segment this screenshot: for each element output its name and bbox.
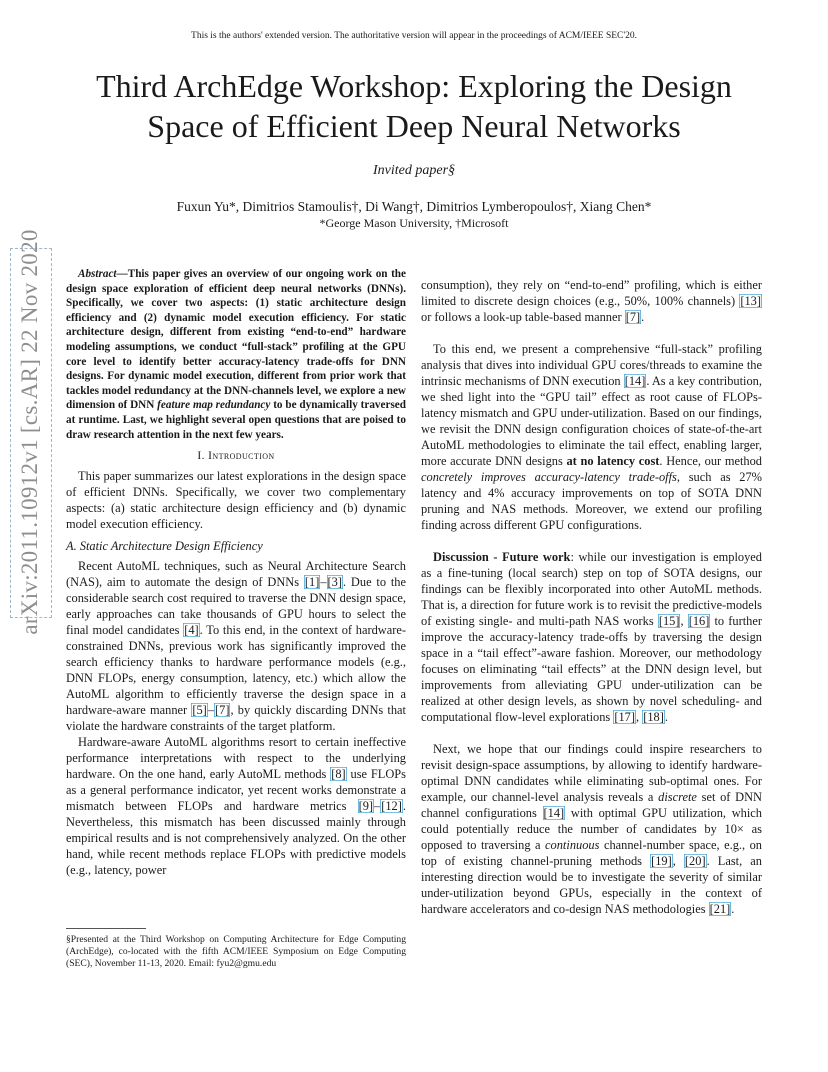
citation-link[interactable]: [8] [331,767,346,782]
citation-link[interactable]: [3] [327,575,342,590]
citation-link[interactable]: [5] [192,703,207,718]
citation-link[interactable]: [9] [358,799,374,814]
citation-link[interactable]: [21] [709,902,731,916]
affiliations: *George Mason University, †Microsoft [319,216,509,230]
invited-paper-label: Invited paper§ [372,163,456,178]
citation-link[interactable]: [18] [643,710,664,724]
citation-link[interactable]: [13] [740,294,761,308]
section-heading-introduction: I. Introduction [197,450,275,463]
citation-link[interactable]: [14] [543,806,565,820]
discussion-label: Discussion - Future work [433,550,571,564]
paragraph-full-stack: To this end, we present a comprehensive “full-stack” profiling analysis that dives into individual GPU cores/threads to examine the intrinsic mechanisms of DNN execution [14]. As a key contribution, we shed light into the “GPU tail” effect as root cause of FLOPs-latency mismatch and GPU under-utilization. Based on our findings, we revisit the DNN design configuration choices of state-of-the-art AutoML methodologies to eliminate the tail effect, enabling larger, more accurate DNN designs at no latency cost. Hence, our method concretely improves accuracy-latency trade-offs, such as 27% latency and 4% accuracy improvements on top of SOTA DNN pruning and NAS methods. Moreover, we extend our profiling finding across different GPU configurations. [421,342,762,532]
citation-link[interactable]: [12] [381,799,402,814]
subsection-heading-static: A. Static Architecture Design Efficiency [66,539,263,554]
author-list: Fuxun Yu*, Dimitrios Stamoulis†, Di Wang†, Dimitrios Lymberopoulos†, Xiang Chen* [176,199,652,214]
citation-link[interactable]: [1] [304,575,320,590]
footnote-rule [66,928,146,929]
citation-link[interactable]: [15] [658,614,680,628]
citation-link[interactable]: [7] [625,310,641,324]
title-line-1: Third ArchEdge Workshop: Exploring the Design [96,68,732,104]
paper-title [60,66,768,146]
right-column [421,277,762,917]
citation-link[interactable]: [20] [684,854,706,868]
citation-link[interactable]: [16] [688,614,710,628]
citation-link[interactable]: [17] [614,710,636,724]
citation-link[interactable]: [19] [651,854,672,868]
footnote: §Presented at the Third Workshop on Computing Architecture for Edge Computing (ArchEdge), co-located with the fifth ACM/IEEE Symposium on Edge Computing (SEC), November 11-13, 2020. Email: fyu2@gmu.edu [66,934,406,970]
paragraph-next: Next, we hope that our findings could inspire researchers to revisit design-space assumptions, by allowing to identify hardware-optimal DNN candidates while eliminating sub-optimal ones. For example, our channel-level analysis reveals a discrete set of DNN channel configurations [14] with optimal GPU utilization, which could potentially reduce the number of candidates by 10× as opposed to traversing a continuous channel-number space, e.g., on top of existing channel-pruning methods [19], [20]. Last, an interesting direction would be to investigate the severity of similar under-utilization beyond GPUs, especially in the context of hardware accelerators and co-design NAS methodologies [21]. [421,742,762,916]
paragraph-automl: Recent AutoML techniques, such as Neural Architecture Search (NAS), aim to automate the design of DNNs [1]–[3]. Due to the considerable search cost required to traverse the DNN design space, early approaches can take thousands of GPU hours to select the final model candidates [4]. To this end, in the context of hardware-constrained DNNs, previous work has significantly improved the search efficiency thanks to hardware performance models (e.g., DNN FLOPs, energy consumption, latency, etc.) which allow the AutoML algorithm to efficiently traverse the design space in a hardware-aware manner [5]–[7], by quickly discarding DNNs that violate the hardware constraints of the target platform. [66,559,407,734]
abstract: Abstract—This paper gives an overview of our ongoing work on the design space exploration of efficient deep neural networks (DNNs). Specifically, we cover two aspects: (1) static architecture design efficiency and (2) dynamic model execution efficiency. For static architecture design, different from existing “end-to-end” hardware modeling assumptions, we conduct “full-stack” profiling at the GPU core level to identify better accuracy-latency trade-offs for DNN designs. For dynamic model execution, different from prior work that tackles model redundancy at the DNN-channels level, we explore a new dimension of DNN feature map redundancy to be dynamically traversed at runtime. Last, we highlight several open questions that are poised to draw research attention in the next few years. [66,268,406,441]
arxiv-identifier: arXiv:2011.10912v1 [cs.AR] 22 Nov 2020 [17,229,42,635]
paragraph-hardware-aware: Hardware-aware AutoML algorithms resort to certain ineffective performance interpretations with respect to the underlying hardware. On the one hand, early AutoML methods [8] use FLOPs as a general performance indicator, yet recent works demonstrate a mismatch between FLOPs and hardware metrics [9]–[12]. Nevertheless, this mismatch has been discussed mainly through empirical results and is not comprehensively analyzed. On the other hand, while recent methods replace FLOPs with predictive models (e.g., latency, power [66,735,407,878]
title-line-2: Space of Efficient Deep Neural Networks [147,108,681,144]
paragraph-consumption: consumption), they rely on “end-to-end” profiling, which is either limited to discrete design choices (e.g., 50%, 100% channels) [13] or follows a look-up table-based manner [7]. [421,278,762,324]
citation-link[interactable]: [4] [184,623,199,638]
left-column [66,267,406,878]
citation-link[interactable]: [7] [215,703,230,718]
intro-paragraph: This paper summarizes our latest explorations in the design space of efficient DNNs. Specifically, we cover two complementary aspects: (a) static architecture design efficiency and (b) dynamic model execution efficiency. [66,469,406,532]
abstract-label: Abstract [78,268,117,280]
paragraph-discussion: Discussion - Future work: while our investigation is employed as a fine-tuning (local search) step on top of SOTA designs, our findings can be flexibly incorporated into other AutoML methods. That is, a direction for future work is to revisit the predictive-models of existing single- and multi-path NAS works [15], [16] to further improve the accuracy-latency trade-offs by traversing the design space in a “tail effect”-aware fashion. Moreover, our methodology focuses on eliminating “tail effects” at the DNN design level, but improvements from alleviating GPU under-utilization can be realized at other design levels, as shown by novel scheduling- and computational flow-level explorations [17], [18]. [421,550,762,724]
version-notice: This is the authors' extended version. The authoritative version will appear in the proceedings of ACM/IEEE SEC'20. [191,31,637,41]
citation-link[interactable]: [14] [624,374,646,388]
